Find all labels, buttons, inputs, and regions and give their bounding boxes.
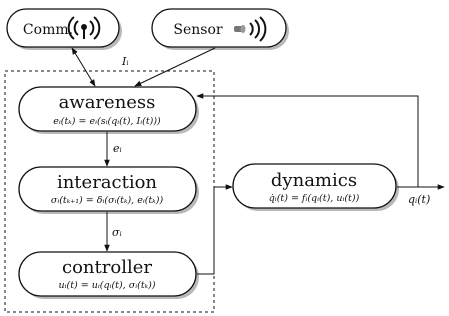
awareness-equation: eᵢ(tₖ) = eᵢ(sᵢ(qᵢ(t), Iᵢ(t))) bbox=[53, 116, 161, 127]
comm-label: Comm. bbox=[22, 22, 74, 38]
interaction-equation: σᵢ(tₖ₊₁) = δᵢ(σᵢ(tₖ), eᵢ(tₖ)) bbox=[50, 195, 164, 206]
sensor-label: Sensor bbox=[173, 22, 223, 38]
awareness-node bbox=[19, 87, 199, 134]
dynamics-equation: q̇ᵢ(t) = fᵢ(qᵢ(t), uᵢ(t)) bbox=[268, 193, 360, 204]
sensor-node bbox=[152, 9, 289, 50]
comm-node bbox=[7, 9, 122, 50]
controller-to-dynamics-arrow bbox=[197, 187, 232, 274]
controller-title: controller bbox=[62, 257, 152, 278]
awareness-title: awareness bbox=[58, 92, 156, 113]
info-label: Iᵢ bbox=[122, 55, 129, 68]
sigma-label: σᵢ bbox=[112, 226, 122, 239]
output-label: qᵢ(t) bbox=[408, 193, 431, 206]
comm-to-awareness-arrow bbox=[72, 48, 95, 86]
controller-equation: uᵢ(t) = uᵢ(qᵢ(t), σᵢ(tₖ)) bbox=[58, 280, 156, 291]
controller-node bbox=[19, 252, 199, 299]
interaction-node bbox=[19, 167, 199, 214]
e-label: eᵢ bbox=[113, 142, 122, 155]
sensor-to-awareness-arrow bbox=[135, 48, 215, 86]
dynamics-node bbox=[233, 164, 399, 211]
dynamics-title: dynamics bbox=[270, 170, 358, 191]
interaction-title: interaction bbox=[56, 172, 158, 193]
